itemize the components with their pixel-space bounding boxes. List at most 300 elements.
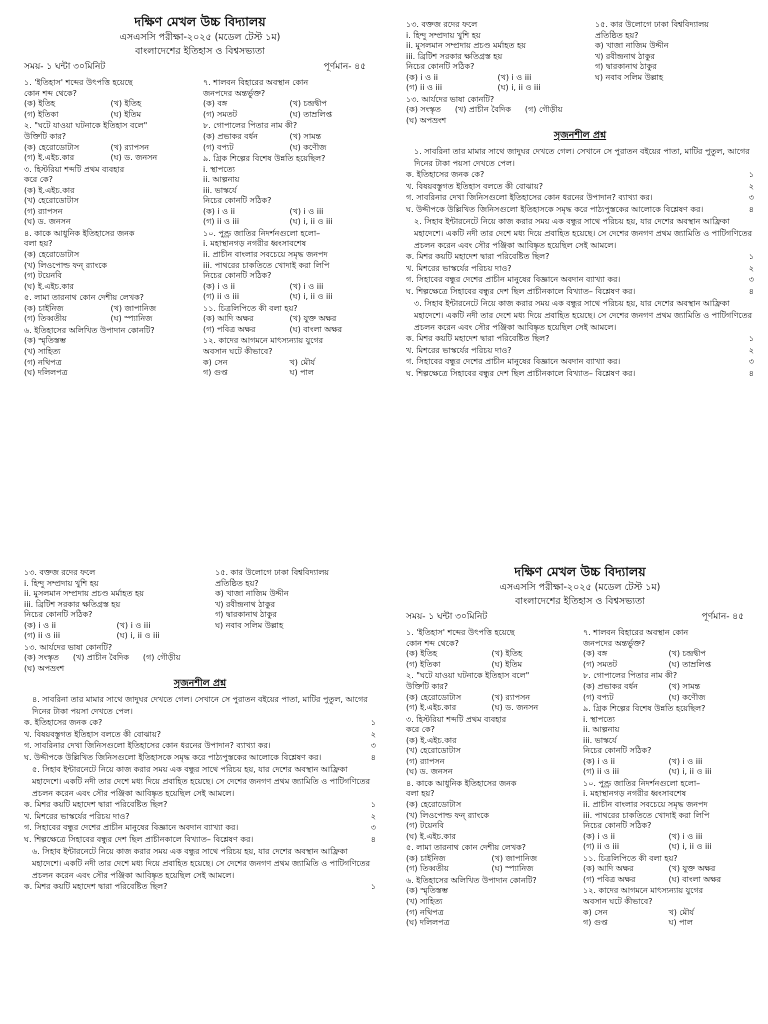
- mcq-option: (ক) i ও ii: [583, 756, 616, 766]
- mcq-options: [215, 589, 376, 631]
- mcq-options: [24, 186, 197, 228]
- mcq-stem: ১. 'ইতিহাস' শব্দের উৎপত্তি হয়েছে: [406, 628, 515, 638]
- mcq-option: (ঘ) ইতিম: [491, 659, 523, 669]
- mcq-option: (ক) আদি অক্ষর: [583, 864, 634, 874]
- mcq-statement: i. স্থাপত্যে: [203, 164, 235, 174]
- creative-question-mark: ১: [748, 334, 754, 344]
- mcq-option: (ক) i ও ii: [406, 72, 439, 82]
- mcq-option: (ঘ) i, ii ও iii: [497, 83, 541, 93]
- mcq-item: [203, 78, 376, 120]
- mcq-stem: উক্তিটি কার?: [24, 132, 67, 142]
- mcq-options: [24, 304, 197, 325]
- mcq-item: [595, 20, 754, 83]
- mcq-statement: নিচের কোনটি সঠিক?: [203, 271, 272, 281]
- mcq-stem: ১২. কাদের আগমনে মাৎস্যন্যায় যুগের: [203, 336, 324, 346]
- mcq-cont-left: [406, 20, 589, 127]
- mcq-option: (ঘ) স্প্যানিজ: [491, 864, 534, 874]
- mcq-option: (গ) বপ্যট: [203, 142, 234, 152]
- mcq-stem: ৩. হিস্টরিয়া শব্দটি প্রথম ব্যবহার: [406, 714, 507, 724]
- mcq-options: [583, 682, 754, 703]
- creative-question: [406, 264, 754, 275]
- mcq-stem: ১৩. আর্যদের ভাষা কোনটি?: [406, 94, 495, 104]
- mcq-statement: ii. মুসলমান সম্প্রদায় প্রচণ্ড মর্মাহত হয়: [24, 589, 144, 599]
- mcq-statement: iii. পাথরের চাকতিতে খোদাই করা লিপি: [583, 810, 710, 820]
- mcq-item: [24, 326, 197, 379]
- mcq-option: (ক) হেরোডোটাস: [406, 800, 462, 810]
- mcq-option: ক) খাজা নাজিম উদ্দীন: [594, 41, 669, 51]
- mcq-option: (ঘ) ড. জনসন: [24, 217, 71, 227]
- mcq-option: (খ) প্রাচীন বৈদিক: [72, 653, 129, 663]
- mcq-stem: অবসান ঘটে কীভাবে?: [583, 896, 653, 906]
- mcq-options: [203, 132, 376, 153]
- mcq-stem: ১১. চিত্রলিপিতে কী বলা হয়?: [203, 303, 298, 313]
- mcq-cont-right-2: [215, 568, 376, 675]
- mcq-item: [215, 568, 376, 631]
- mcq-option: (ঘ) দলিলপত্র: [24, 368, 68, 378]
- mcq-item: [24, 78, 197, 120]
- mcq-option: (গ) নথিপত্র: [24, 357, 62, 367]
- creative-question-text: খ. মিশরের ভাস্কর্যের পরিচয় দাও?: [24, 811, 130, 821]
- mcq-item: [203, 229, 376, 303]
- mcq-statement: ii. মুসলমান সম্প্রদায় প্রচণ্ড মর্মাহত হয়: [406, 41, 526, 51]
- mcq-option: (গ) ii ও iii: [406, 83, 443, 93]
- mcq-options: [24, 143, 197, 164]
- mcq-item: [203, 154, 376, 228]
- mcq-option: (গ) র‍্যাপসন: [24, 206, 63, 216]
- mcq-option: (খ) র‍্যাপসন: [491, 692, 531, 702]
- mcq-option: (খ) জাপানিজ: [110, 303, 156, 313]
- mcq-option: (ক) প্রভাকর বর্ধন: [203, 132, 258, 142]
- creative-question: [24, 823, 376, 834]
- mcq-option: (ক) ই.এইচ.কার: [24, 185, 75, 195]
- creative-stimulus: ৪. সাবরিনা তার মামার সাথে জাদুঘর দেখতে গেল। সেখানে সে পুরাতন বইয়ের পাতা, মাটির পুতুল, আগের দিনের টাকা পয়সা দেখতে পেল।: [32, 695, 368, 716]
- creative-question-text: খ. মিশরের ভাস্কর্যের পরিচয় দাও?: [406, 345, 512, 355]
- mcq-options: [595, 41, 754, 83]
- exam-marks: পূর্ণমান- ৪৫: [701, 612, 744, 623]
- mcq-option: (গ) ই.এইচ.কার: [406, 703, 457, 713]
- mcq-stem: ৪. কাকে আধুনিক ইতিহাসের জনক: [406, 778, 517, 788]
- mcq-options: [203, 358, 376, 379]
- mcq-options: [583, 757, 754, 778]
- mcq-stem: কোন শব্দ থেকে?: [406, 638, 459, 648]
- mcq-cont-right: [595, 20, 754, 127]
- quadrant-top-left: [0, 0, 384, 512]
- creative-question: [24, 718, 376, 729]
- mcq-stem: ১৫. কার উলোগে ঢাকা বিশ্ববিদ্যালয়: [215, 568, 329, 577]
- creative-question: [406, 369, 754, 380]
- mcq-stem: অবসান ঘটে কীভাবে?: [203, 346, 273, 356]
- mcq-option: (খ) ইতিহ: [491, 649, 523, 659]
- mcq-statement: i. মহাস্থানগড় নগরীর ধ্বংসাবশেষ: [203, 239, 307, 249]
- mcq-item: [24, 165, 197, 228]
- mcq-option: (গ) ইতিকা: [406, 659, 441, 669]
- mcq-item: [583, 628, 754, 670]
- mcq-option: (ঘ) ই.এইচ.কার: [24, 281, 74, 291]
- mcq-option: গ) দ্বারকানাথ ঠাকুর: [594, 62, 657, 72]
- mcq-option: (গ) ii ও iii: [203, 292, 240, 302]
- mcq-option: (ঘ) ই.এইচ.কার: [406, 831, 456, 841]
- exam-meta: [406, 612, 744, 624]
- mcq-stem: কোন শব্দ থেকে?: [24, 88, 77, 98]
- mcq-stem: ১৫. কার উলোগে ঢাকা বিশ্ববিদ্যালয়: [594, 20, 709, 29]
- mcq-option: ঘ) পাল: [668, 918, 693, 928]
- creative-question-text: ক. ইতিহাসের জনক কে?: [24, 718, 103, 728]
- mcq-item: [583, 704, 754, 778]
- mcq-option: (ক) চাইনিজ: [24, 303, 64, 313]
- mcq-item: [406, 843, 577, 875]
- mcq-stem: ৯. গ্রিক শিল্পের বিশেষ উন্নতি হয়েছিল?: [203, 154, 326, 164]
- mcq-options: [583, 908, 754, 929]
- creative-question: [406, 182, 754, 193]
- mcq-options: [24, 250, 197, 292]
- mcq-option: (গ) সমতট: [203, 109, 238, 119]
- mcq-option: (ঘ) তাম্রলিপ্ত: [289, 109, 333, 119]
- mcq-option: (ক) হেরোডোটাস: [24, 142, 80, 152]
- mcq-option: (খ) সাহিত্য: [406, 896, 443, 906]
- mcq-options: [203, 314, 376, 335]
- mcq-option: (খ) হেরোডোটাস: [24, 196, 79, 206]
- subject-name: বাংলাদেশের ইতিহাস ও বিশ্বসভ্যতা: [515, 595, 645, 607]
- quadrant-bottom-left: [0, 512, 384, 1024]
- mcq-option: (খ) ইতিহ: [110, 99, 142, 109]
- creative-stimulus: ২. সিহাব ইন্টারনেটে নিয়ে কাজ করার সময় এক বন্ধুর সাথে পরিচয় হয়, যার দেশের অবস্থান আফ্রিকা মহাদেশে। একটি নদী তার দেশে মধ্য দিয়ে প্রবাহিত হয়েছে। সে দেশের জনগণ প্রথম জ্যামিতি ও পাটিগণিতের প্রচলন করেন এবং সৌর পঞ্জিকা আবিষ্কৃত হয়েছিল সেই আমলে।: [414, 217, 753, 250]
- mcq-column-left: [24, 78, 197, 379]
- mcq-option: (ক) স্মৃতিস্তম্ভ: [24, 336, 67, 346]
- mcq-stem: ৭. শালবন বিহারের অবস্থান কোন: [203, 78, 309, 88]
- mcq-stem: ১. 'ইতিহাস' শব্দের উৎপত্তি হয়েছে: [24, 78, 133, 88]
- mcq-option: (খ) চন্দ্রদ্বীপ: [668, 649, 706, 659]
- exam-name: এসএসসি পরীক্ষা-২০২৫ (মডেল টেস্ট ১ম): [499, 581, 661, 593]
- mcq-option: (ঘ) স্প্যানিজ: [110, 314, 153, 324]
- mcq-option: (খ) প্রাচীন বৈদিক: [454, 105, 511, 115]
- mcq-option: (ক) স্মৃতিস্তম্ভ: [406, 886, 449, 896]
- mcq-option: খ) রবীন্দ্রনাথ ঠাকুর: [594, 51, 655, 61]
- mcq-column-left-2: [406, 628, 577, 929]
- exam-marks: পূর্ণমান- ৪৫: [323, 62, 366, 73]
- mcq-stem: ১১. চিত্রলিপিতে কী বলা হয়?: [583, 853, 678, 863]
- mcq-option: (গ) তিব্বতীয়: [406, 864, 449, 874]
- creative-question-text: ক. মিশর কয়টি মহাদেশ দ্বারা পরিবেষ্টিত ছিল?: [24, 882, 168, 892]
- creative-question-mark: ৩: [748, 357, 754, 367]
- mcq-option: (ক) প্রভাকর বর্ধন: [583, 682, 638, 692]
- mcq-option: (ঘ) ড. জনসন: [491, 703, 539, 713]
- mcq-option: (ঘ) অপভ্রংশ: [24, 663, 65, 673]
- mcq-statement: i. হিন্দু সম্প্রদায় খুশি হয়: [24, 578, 99, 588]
- mcq-options: [406, 886, 577, 928]
- mcq-stem: বলা হয়?: [406, 789, 435, 799]
- mcq-item: [583, 671, 754, 703]
- creative-question: [24, 730, 376, 741]
- mcq-option: ক) খাজা নাজিম উদ্দীন: [215, 589, 289, 599]
- mcq-options: [24, 653, 209, 674]
- mcq-options: [406, 736, 577, 778]
- mcq-stem: ৫. লামা তারনাথ কোন দেশীয় লেখক?: [406, 843, 526, 853]
- mcq-stem: উক্তিটি কার?: [406, 682, 449, 692]
- creative-question-mark: ২: [748, 345, 754, 355]
- mcq-stem: ৯. গ্রিক শিল্পের বিশেষ উন্নতি হয়েছিল?: [583, 704, 706, 714]
- exam-name: এসএসসি পরীক্ষা-২০২৫ (মডেল টেস্ট ১ম): [119, 31, 281, 43]
- mcq-option: (ক) হেরোডোটাস: [24, 250, 80, 260]
- exam-time: সময়- ১ ঘন্টা ৩০মিনিট: [24, 62, 106, 73]
- creative-question-text: ঘ. শিল্পক্ষেত্রে সিহাবের বন্ধুর দেশ ছিল প্রাচীনকালে বিখ্যাত– বিশ্লেষণ কর।: [406, 368, 636, 378]
- creative-question-mark: ২: [370, 811, 376, 821]
- creative-question: [406, 252, 754, 263]
- mcq-option: ঘ) নবাব সলিম উল্লাহ: [215, 620, 284, 630]
- creative-question: [24, 800, 376, 811]
- mcq-option: (ক) আদি অক্ষর: [203, 314, 254, 324]
- mcq-stem: বলা হয়?: [24, 239, 53, 249]
- creative-stimulus: ৫. সিহাব ইন্টারনেটে নিয়ে কাজ করার সময় এক বন্ধুর সাথে পরিচয় হয়, যার দেশের অবস্থান আফ্রিকা মহাদেশে। একটি নদী তার দেশে মধ্য দিয়ে প্রবাহিত হয়েছে। সে দেশের জনগণ প্রথম জ্যামিতি ও পাটিগণিতের প্রচলন করেন এবং সৌর পঞ্জিকা আবিষ্কৃত হয়েছিল সেই আমলে।: [32, 765, 371, 798]
- mcq-options: [24, 99, 197, 120]
- mcq-option: ঘ) পাল: [289, 368, 314, 378]
- mcq-stem: করে কে?: [406, 725, 435, 735]
- mcq-stem: জনপদের অন্তর্ভুক্ত?: [583, 638, 646, 648]
- mcq-stem: করে কে?: [24, 175, 53, 185]
- mcq-option: গ) গুপ্ত: [203, 368, 228, 378]
- mcq-options: [406, 854, 577, 875]
- mcq-option: (ঘ) ইতিম: [110, 109, 142, 119]
- mcq-item: [406, 95, 589, 127]
- mcq-option: (গ) পবিত্র অক্ষর: [583, 874, 636, 884]
- mcq-option: (ক) সংস্কৃত: [406, 105, 441, 115]
- mcq-option: (ঘ) বাংলা অক্ষর: [668, 874, 722, 884]
- creative-stimulus: ১. সাবরিনা তার মামার সাথে জাদুঘর দেখতে গেল। সেখানে সে পুরাতন বইয়ের পাতা, মাটির পুতুল, আগের দিনের টাকা পয়সা দেখতে পেল।: [414, 147, 750, 168]
- mcq-statement: নিচের কোনটি সঠিক?: [583, 746, 652, 756]
- mcq-option: (গ) তিব্বতীয়: [24, 314, 67, 324]
- mcq-option: (খ) i ও iii: [668, 831, 703, 841]
- subject-name: বাংলাদেশের ইতিহাস ও বিশ্বসভ্যতা: [135, 45, 265, 57]
- creative-question-mark: ১: [748, 252, 754, 262]
- creative-question-text: ক. ইতিহাসের জনক কে?: [406, 170, 485, 180]
- creative-question-mark: ৩: [748, 193, 754, 203]
- creative-question-text: গ. সিহাবের বন্ধুর দেশের প্রাচীন মানুষের বিজ্ঞানে অবদান ব্যাখ্যা কর।: [24, 823, 239, 833]
- mcq-cont-left-2: [24, 568, 209, 675]
- mcq-option: (গ) ইতিকা: [24, 109, 59, 119]
- mcq-statement: i. স্থাপত্যে: [583, 714, 615, 724]
- mcq-stem: ৪. কাকে আধুনিক ইতিহাসের জনক: [24, 228, 135, 238]
- mcq-options: [203, 207, 376, 228]
- creative-question-mark: ৪: [370, 834, 376, 844]
- mcq-item: [24, 568, 209, 642]
- mcq-column-right-2: [583, 628, 754, 929]
- creative-question-text: গ. সাবরিনার দেখা জিনিসগুলো ইতিহাসের কোন ধরনের উপাদান? ব্যাখ্যা কর।: [24, 741, 271, 751]
- creative-question-mark: ২: [748, 263, 754, 273]
- mcq-options: [406, 73, 589, 94]
- mcq-option: (গ) সমতট: [583, 659, 618, 669]
- mcq-option: (খ) i ও iii: [668, 756, 703, 766]
- creative-question-mark: ৪: [370, 752, 376, 762]
- mcq-option: (খ) যুক্ত অক্ষর: [668, 864, 716, 874]
- mcq-option: গ) দ্বারকানাথ ঠাকুর: [215, 610, 277, 620]
- mcq-option: (গ) টয়েনবি: [24, 271, 62, 281]
- mcq-option: ক) সেন: [203, 357, 228, 367]
- mcq-stem: ২. "ঘটে যাওয়া ঘটনাকে ইতিহাস বলে": [24, 121, 148, 131]
- creative-question-mark: ৩: [748, 275, 754, 285]
- mcq-option: (খ) সামন্ত: [668, 682, 701, 692]
- creative-question-text: ঘ. উদ্দীপকে উল্লিখিত জিনিসগুলো ইতিহাসকে সমৃদ্ধ করে পাঠ্যপুস্তকের আলোকে বিশ্লেষণ কর।: [406, 204, 704, 214]
- mcq-options: [24, 621, 209, 642]
- mcq-option: ক) সেন: [583, 907, 608, 917]
- exam-header: [24, 14, 376, 58]
- mcq-column-right: [203, 78, 376, 379]
- mcq-options: [406, 693, 577, 714]
- mcq-option: (ঘ) i, ii ও iii: [668, 842, 712, 852]
- mcq-option: (ঘ) i, ii ও iii: [668, 767, 712, 777]
- creative-question: [406, 205, 754, 216]
- mcq-option: (ঘ) i, ii ও iii: [289, 217, 333, 227]
- creative-question-mark: ১: [370, 718, 376, 728]
- mcq-statement: নিচের কোনটি সঠিক?: [203, 196, 272, 206]
- mcq-statement: iii. ভাস্কর্যে: [203, 185, 237, 195]
- mcq-stem: ১২. কাদের আগমনে মাৎস্যন্যায় যুগের: [583, 886, 704, 896]
- creative-question: [24, 882, 376, 893]
- mcq-option: (ক) i ও ii: [203, 281, 236, 291]
- mcq-option: (ক) বঙ্গ: [203, 99, 228, 109]
- creative-question: [406, 357, 754, 368]
- mcq-option: ঘ) নবাব সলিম উল্লাহ: [594, 72, 664, 82]
- creative-question-text: খ. মিশরের ভাস্কর্যের পরিচয় দাও?: [406, 263, 512, 273]
- mcq-item: [406, 779, 577, 842]
- mcq-option: (খ) লিওপোল্ড ফন্ র‍্যাংকে: [406, 810, 490, 820]
- creative-question-text: খ. বিষয়বস্তুগত ইতিহাস বলতে কী বোঝায়?: [24, 729, 161, 739]
- mcq-statement: নিচের কোনটি সঠিক?: [406, 62, 475, 72]
- school-name: দক্ষিণ মেখল উচ্চ বিদ্যালয়: [134, 14, 266, 29]
- mcq-item: [406, 20, 589, 94]
- mcq-option: (ঘ) ড. জনসন: [406, 767, 453, 777]
- creative-question: [406, 346, 754, 357]
- mcq-option: (ঘ) অপভ্রংশ: [406, 115, 447, 125]
- creative-question-mark: ৩: [370, 741, 376, 751]
- mcq-statement: iii. ব্রিটিশ সরকার ক্ষতিগ্রস্ত হয়: [406, 51, 503, 61]
- creative-question-mark: ১: [748, 170, 754, 180]
- mcq-stem: ১০. পুণ্ড্র জাতির নিদর্শনগুলো হলো–: [203, 228, 321, 238]
- creative-question-mark: ৪: [748, 368, 754, 378]
- mcq-item: [24, 293, 197, 325]
- quadrant-bottom-right: [384, 512, 768, 1024]
- mcq-option: (ক) সংস্কৃত: [24, 653, 59, 663]
- mcq-option: (ক) ইতিহ: [24, 99, 56, 109]
- mcq-option: (খ) যুক্ত অক্ষর: [289, 314, 337, 324]
- creative-question: [406, 275, 754, 286]
- mcq-option: খ) মৌর্য: [668, 907, 695, 917]
- creative-question-text: ক. মিশর কয়টি মহাদেশ দ্বারা পরিবেষ্টিত ছিল?: [24, 800, 168, 810]
- mcq-option: (খ) i ও iii: [116, 620, 151, 630]
- mcq-option: (খ) i ও iii: [497, 72, 532, 82]
- mcq-option: (খ) সামন্ত: [289, 132, 322, 142]
- creative-question-mark: ৩: [370, 823, 376, 833]
- creative-question-mark: ১: [370, 882, 376, 892]
- exam-time: সময়- ১ ঘন্টা ৩০মিনিট: [406, 612, 488, 623]
- mcq-option: (গ) গৌড়ীয়: [142, 653, 181, 663]
- mcq-option: (ক) বঙ্গ: [583, 649, 608, 659]
- mcq-option: খ) মৌর্য: [289, 357, 316, 367]
- mcq-option: (ঘ) বাংলা অক্ষর: [289, 324, 343, 334]
- mcq-options: [24, 336, 197, 378]
- mcq-option: (ক) i ও ii: [583, 831, 616, 841]
- mcq-option: (ঘ) i, ii ও iii: [116, 631, 160, 641]
- exam-meta: [24, 62, 366, 74]
- mcq-option: (ক) চাইনিজ: [406, 853, 446, 863]
- mcq-item: [406, 628, 577, 670]
- creative-question-text: গ. সাবরিনার দেখা জিনিসগুলো ইতিহাসের কোন ধরনের উপাদান? ব্যাখ্যা কর।: [406, 193, 653, 203]
- mcq-option: (গ) গৌড়ীয়: [524, 105, 563, 115]
- mcq-item: [406, 876, 577, 929]
- creative-question-text: ক. মিশর কয়টি মহাদেশ দ্বারা পরিবেষ্টিত ছিল?: [406, 252, 550, 262]
- mcq-stem: ১০. পুণ্ড্র জাতির নিদর্শনগুলো হলো–: [583, 778, 701, 788]
- mcq-option: (ক) ইতিহ: [406, 649, 438, 659]
- mcq-option: (খ) লিওপোল্ড ফন্ র‍্যাংকে: [24, 260, 108, 270]
- creative-question: [406, 287, 754, 298]
- creative-title: সৃজনশীল প্রশ্ন: [173, 678, 227, 690]
- school-name: দক্ষিণ মেখল উচ্চ বিদ্যালয়: [514, 564, 646, 579]
- mcq-option: (গ) ii ও iii: [24, 631, 61, 641]
- creative-question-mark: ২: [748, 181, 754, 191]
- mcq-statement: ii. আল্পনায়: [203, 175, 240, 185]
- creative-question: [406, 193, 754, 204]
- mcq-statement: ii. প্রাচীন বাংলার সবচেয়ে সমৃদ্ধ জনপদ: [203, 250, 328, 260]
- creative-question: [406, 170, 754, 181]
- mcq-option: (খ) জাপানিজ: [491, 853, 537, 863]
- creative-question: [24, 812, 376, 823]
- mcq-statement: ii. প্রাচীন বাংলার সবচেয়ে সমৃদ্ধ জনপদ: [583, 800, 708, 810]
- mcq-option: (খ) i ও iii: [289, 281, 324, 291]
- mcq-option: (ক) ই.এইচ.কার: [406, 735, 457, 745]
- mcq-item: [583, 854, 754, 886]
- mcq-options: [583, 832, 754, 853]
- creative-question-text: ক. মিশর কয়টি মহাদেশ দ্বারা পরিবেষ্টিত ছিল?: [406, 334, 550, 344]
- creative-question-text: গ. সিহাবের বন্ধুর দেশের প্রাচীন মানুষের বিজ্ঞানে অবদান ব্যাখ্যা কর।: [406, 275, 621, 285]
- mcq-item: [24, 229, 197, 292]
- mcq-statement: iii. ব্রিটিশ সরকার ক্ষতিগ্রস্ত হয়: [24, 599, 121, 609]
- mcq-stem: ৬. ইতিহাসের অলিখিত উপাদান কোনটি?: [24, 325, 155, 335]
- mcq-statement: ii. আল্পনায়: [583, 725, 620, 735]
- mcq-option: (খ) র‍্যাপসন: [110, 142, 150, 152]
- mcq-statement: iii. পাথরের চাকতিতে খোদাই করা লিপি: [203, 260, 330, 270]
- mcq-option: (ঘ) ড. জনসন: [110, 153, 158, 163]
- mcq-options: [583, 649, 754, 670]
- mcq-option: (ক) i ও ii: [24, 620, 57, 630]
- mcq-statement: নিচের কোনটি সঠিক?: [24, 610, 93, 620]
- creative-question-text: খ. বিষয়বস্তুগত ইতিহাস বলতে কী বোঝায়?: [406, 181, 543, 191]
- mcq-option: (গ) ii ও iii: [583, 842, 620, 852]
- mcq-option: (গ) পবিত্র অক্ষর: [203, 324, 256, 334]
- mcq-option: (ক) i ও ii: [203, 206, 236, 216]
- mcq-options: [406, 800, 577, 842]
- creative-question-text: গ. সিহাবের বন্ধুর দেশের প্রাচীন মানুষের বিজ্ঞানে অবদান ব্যাখ্যা কর।: [406, 357, 621, 367]
- mcq-item: [24, 121, 197, 163]
- mcq-option: (গ) ii ও iii: [203, 217, 240, 227]
- mcq-option: (গ) ii ও iii: [583, 767, 620, 777]
- mcq-stem: ৫. লামা তারনাথ কোন দেশীয় লেখক?: [24, 293, 144, 303]
- mcq-stem: ১৩. বক্তজ রদের ফলে: [24, 568, 96, 577]
- mcq-item: [203, 336, 376, 378]
- creative-question: [24, 753, 376, 764]
- mcq-options: [406, 649, 577, 670]
- mcq-option: (গ) নথিপত্র: [406, 907, 444, 917]
- mcq-item: [406, 671, 577, 713]
- mcq-option: (খ) হেরোডোটাস: [406, 746, 461, 756]
- mcq-stem: ৮. গোপালের পিতার নাম কী?: [583, 671, 678, 681]
- mcq-statement: iii. ভাস্কর্যে: [583, 735, 617, 745]
- creative-question: [24, 741, 376, 752]
- creative-question-text: ঘ. উদ্দীপকে উল্লিখিত জিনিসগুলো ইতিহাসকে সমৃদ্ধ করে পাঠ্যপুস্তকের আলোকে বিশ্লেষণ কর।: [24, 752, 322, 762]
- mcq-stem: ৩. হিস্টরিয়া শব্দটি প্রথম ব্যবহার: [24, 164, 125, 174]
- exam-header-2: [406, 564, 754, 608]
- creative-question-mark: ৪: [748, 286, 754, 296]
- mcq-option: (ঘ) তাম্রলিপ্ত: [668, 659, 712, 669]
- creative-question-mark: ২: [370, 729, 376, 739]
- mcq-stem: ২. "ঘটে যাওয়া ঘটনাকে ইতিহাস বলে": [406, 671, 530, 681]
